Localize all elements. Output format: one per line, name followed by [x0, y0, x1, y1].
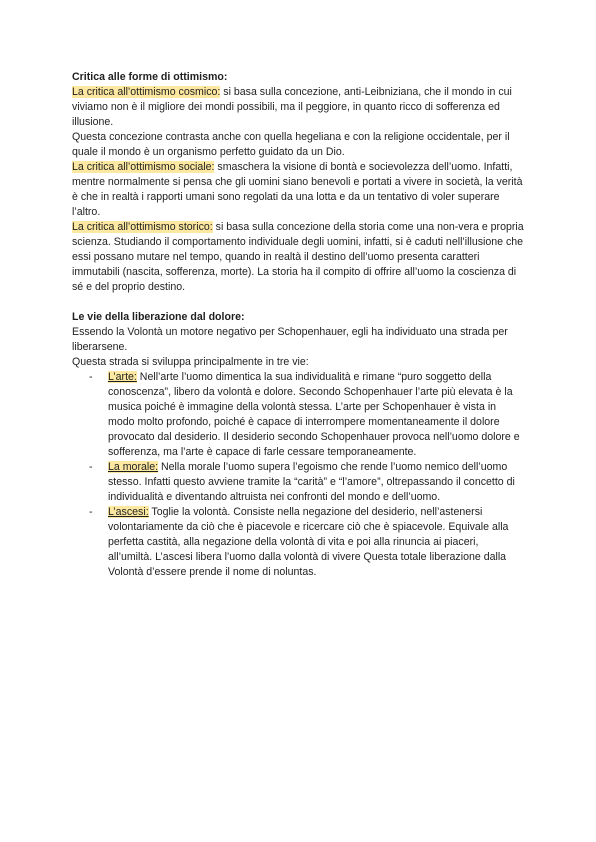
- historical-text: si basa sulla concezione della storia come una non-vera e propria scienza. Studiando il comportamento individuale degli uomini, infatti, si è caduti nell’illusione che essi possano mutare nel tempo, quando in realtà il destino dell’uomo presenta caratteri immutabili (nascita, sofferenza, morte). La storia ha il compito di offrire all’uomo la coscienza di sé e del proprio destino.: [72, 221, 524, 293]
- list-item-art: [72, 370, 524, 460]
- morality-text: Nella morale l’uomo supera l’egoismo che rende l’uomo nemico dell’uomo stesso. Infatti questo avviene tramite la “carità” e “l’amore”, oltrepassando il concetto di individualità e diventando altruista nei confronti del mondo e dell’uomo.: [108, 461, 515, 503]
- spacer: [72, 295, 524, 310]
- highlight-social-label: La critica all’ottimismo sociale:: [72, 161, 215, 173]
- document-page: [72, 70, 524, 580]
- paragraph-social-optimism: [72, 160, 524, 220]
- social-text: smaschera la visione di bontà e socievolezza dell’uomo. Infatti, mentre normalmente si pensa che gli uomini siano benevoli e portati a vivere in società, la verità è che in realtà i rapporti umani sono regolati da una lotta e da un tentativo di voler superare l’altro.: [72, 161, 523, 218]
- highlight-historical-label: La critica all’ottimismo storico:: [72, 221, 213, 233]
- section-heading-liberation: Le vie della liberazione dal dolore:: [72, 311, 245, 323]
- list-dash: -: [89, 461, 93, 473]
- art-text: Nell’arte l’uomo dimentica la sua individualità e rimane “puro soggetto della conoscenza”, libero da volontà e dolore. Secondo Schopenhauer l’arte più elevata è la musica poiché è immagine della volontà stessa. L’arte per Schopenhauer è vista in modo molto profondo, poiché è capace di interrompere momentaneamente il dolore provocato dal desiderio. Il desiderio secondo Schopenhauer provoca nell’uomo dolore e sofferenza, ma l’arte è capace di farle cessare temporaneamente.: [108, 371, 520, 458]
- section-heading-optimism: Critica alle forme di ottimismo:: [72, 71, 228, 83]
- list-dash: -: [89, 506, 93, 518]
- highlight-art-term: L’arte:: [108, 371, 137, 383]
- highlight-asceticism-term: L’ascesi:: [108, 506, 149, 518]
- list-item-asceticism: [72, 505, 524, 580]
- liberation-ways-list: [72, 370, 524, 580]
- cosmic-text: si basa sulla concezione, anti-Leibniziana, che il mondo in cui viviamo non è il migliore dei mondi possibili, ma il peggiore, in quanto ricco di sofferenza ed illusione.: [72, 86, 512, 128]
- paragraph-liberation-intro: Essendo la Volontà un motore negativo per Schopenhauer, egli ha individuato una strada per liberarsene.: [72, 326, 508, 353]
- highlight-cosmic-label: La critica all’ottimismo cosmico:: [72, 86, 221, 98]
- paragraph-hegel: Questa concezione contrasta anche con quella hegeliana e con la religione occidentale, per il quale il mondo è un organismo perfetto guidato da un Dio.: [72, 131, 510, 158]
- paragraph-cosmic-optimism: [72, 85, 524, 130]
- paragraph-historical-optimism: [72, 220, 524, 295]
- list-dash: -: [89, 371, 93, 383]
- highlight-morality-term: La morale:: [108, 461, 159, 473]
- paragraph-three-ways: Questa strada si sviluppa principalmente in tre vie:: [72, 356, 309, 368]
- asceticism-text: Toglie la volontà. Consiste nella negazione del desiderio, nell’astenersi volontariamente da ciò che è piacevole e ricercare ciò che è spiacevole. Equivale alla perfetta castità, alla negazione della volontà di vita e poi alla rinuncia ai piaceri, all’umiltà. L’ascesi libera l’uomo dalla volontà di vivere Questa totale liberazione dalla Volontà d’essere prende il nome di noluntas.: [108, 506, 509, 578]
- list-item-morality: [72, 460, 524, 505]
